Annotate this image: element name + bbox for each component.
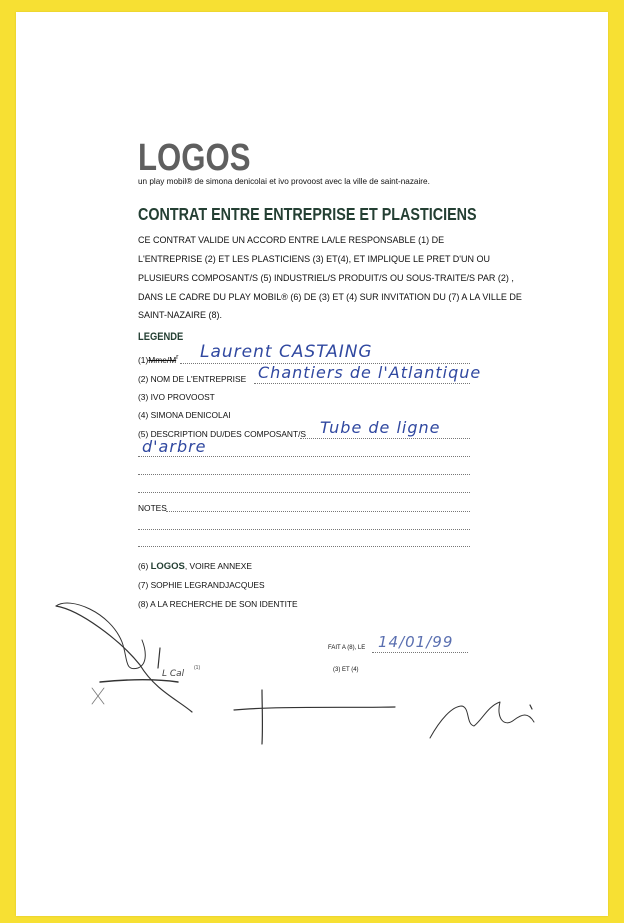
item1-prefix: (1) xyxy=(138,354,149,365)
handwritten-date: 14/01/99 xyxy=(378,633,454,651)
body-line-5: SAINT-NAZAIRE (8). xyxy=(138,310,223,320)
body-line-4: DANS LE CADRE DU PLAY MOBIL® (6) DE (3) ET (4) SUR INVITATION DU (7) A LA VILLE DE xyxy=(138,292,522,302)
signature-1-loop xyxy=(56,603,145,669)
legend-item-8: (8) A LA RECHERCHE DE SON IDENTITE xyxy=(138,599,298,609)
signature-2-stroke xyxy=(234,707,395,710)
item5-handwritten-line1: Tube de ligne xyxy=(320,418,441,437)
signature-3-dot xyxy=(530,705,532,709)
legend-heading: LEGENDE xyxy=(138,331,184,343)
signature-1-tick xyxy=(158,648,160,668)
legend-item-4: (4) SIMONA DENICOLAI xyxy=(138,410,231,420)
item2-handwritten-company: Chantiers de l'Atlantique xyxy=(258,363,482,382)
signature-3-stroke xyxy=(430,702,534,738)
item5-handwritten-line2: d'arbre xyxy=(142,437,207,456)
item6-logo: LOGOS xyxy=(150,561,185,572)
item1-handwritten-name: Laurent CASTAING xyxy=(200,342,373,362)
signature-1-stroke xyxy=(56,606,192,712)
signature-1-cross xyxy=(100,680,178,682)
legend-item-3: (3) IVO PROVOOST xyxy=(138,392,215,402)
legend-item-5-label: (5) DESCRIPTION DU/DES COMPOSANT/S xyxy=(138,429,306,439)
signature-1-mark: L Cal xyxy=(162,669,185,679)
item1-suffix: r xyxy=(176,354,179,361)
body-line-2: L'ENTREPRISE (2) ET LES PLASTICIENS (3) ET(4), ET IMPLIQUE LE PRET D'UN OU xyxy=(138,254,491,264)
body-line-1: CE CONTRAT VALIDE UN ACCORD ENTRE LA/LE RESPONSABLE (1) DE xyxy=(138,235,445,245)
logos-logo: LOGOS xyxy=(138,137,251,179)
signature-1-x xyxy=(92,688,104,704)
body-line-3: PLUSIEURS COMPOSANT/S (5) INDUSTRIEL/S PRODUIT/S OU SOUS-TRAITE/S PAR (2) , xyxy=(138,273,514,283)
item6-suffix: , VOIRE ANNEXE xyxy=(184,561,252,571)
contract-title: CONTRAT ENTRE ENTREPRISE ET PLASTICIENS xyxy=(138,204,477,224)
fait-label: FAIT A (8), LE xyxy=(328,645,366,651)
notes-label: NOTES xyxy=(138,503,167,513)
tagline: un play mobil® de simona denicolai et ivo provoost avec la ville de saint-nazaire. xyxy=(138,177,430,186)
signature-1-sup: (1) xyxy=(194,665,201,671)
item6-prefix: (6) xyxy=(138,561,149,571)
et-label: (3) ET (4) xyxy=(333,667,359,673)
legend-item-2-label: (2) NOM DE L'ENTREPRISE xyxy=(138,374,247,384)
legend-item-7: (7) SOPHIE LEGRANDJACQUES xyxy=(138,580,265,590)
item1-struck: Mme/M xyxy=(148,354,177,365)
